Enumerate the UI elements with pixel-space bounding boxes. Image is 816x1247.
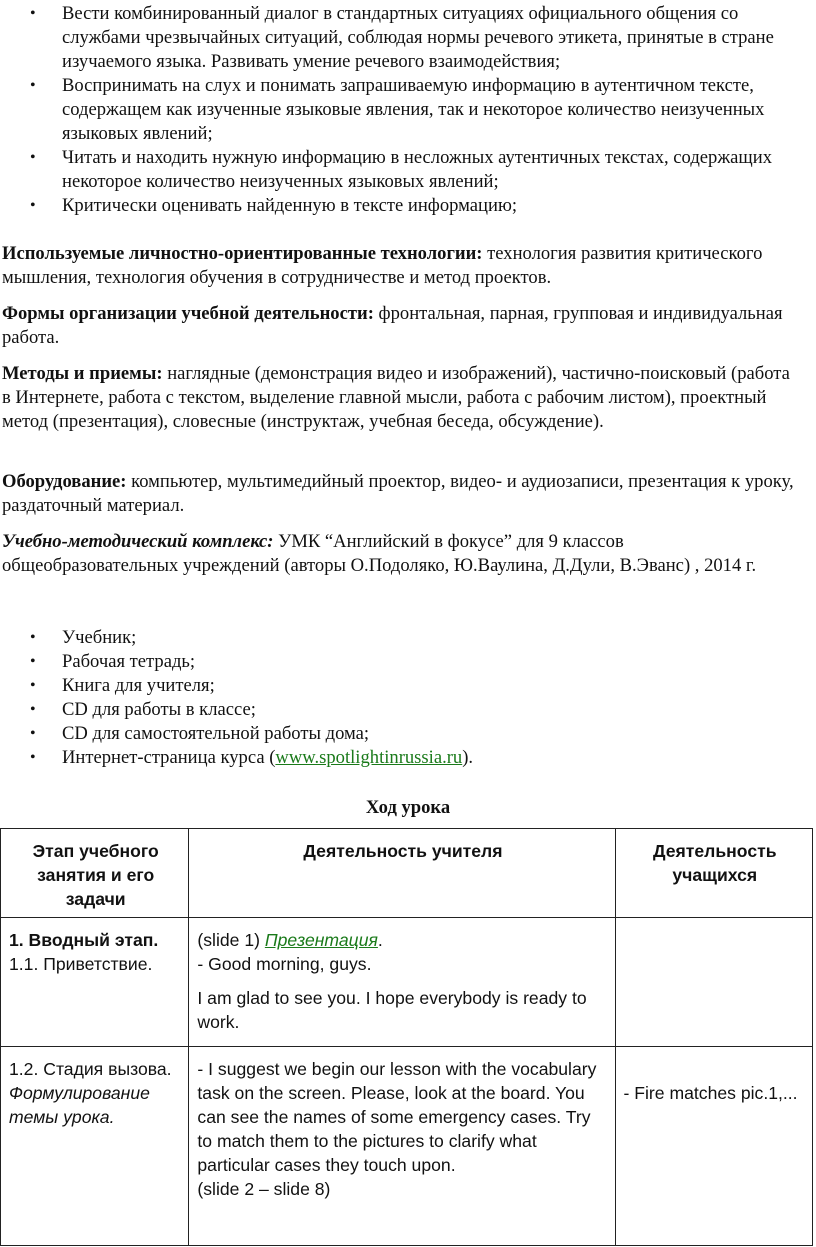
list-item: • Критически оценивать найденную в тексте информацию;: [0, 194, 816, 218]
column-header-teacher: Деятельность учителя: [189, 829, 615, 918]
umk-text: УМК “Английский в фокусе” для 9 классов общеобразовательных учреждений (авторы О.Подоляко, Ю.Ваулина, Д.Дули, В.Эванс) , 2014 г.: [2, 531, 757, 576]
list-item: • Воспринимать на слух и понимать запрашиваемую информацию в аутентичном тексте, содержащем как изученные языковые явления, так и некоторое количество неизученных языковых явлений;: [0, 74, 816, 146]
list-item: • Вести комбинированный диалог в стандартных ситуациях официального общения со службами чрезвычайных ситуаций, соблюдая нормы речевого этикета, принятые в стране изучаемого языка. Развивать умение речевого взаимодействия;: [0, 2, 816, 74]
stage-subtitle: 1.1. Приветствие.: [9, 954, 153, 974]
forms-label: Формы организации учебной деятельности:: [2, 303, 374, 324]
slide-prefix: (slide 1): [197, 930, 265, 950]
teacher-slides: (slide 2 – slide 8): [197, 1179, 331, 1199]
methods-text: наглядные (демонстрация видео и изображений), частично-поисковый (работа в Интернете, работа с текстом, выделение главной мысли, работа с рабочим листом), проектный метод (презентация), словесные (инструктаж, учебная беседа, обсуждение).: [2, 363, 790, 432]
umk-label: Учебно-методический комплекс:: [2, 531, 274, 552]
list-item: • CD для самостоятельной работы дома;: [0, 722, 816, 746]
column-header-students: Деятельность учащихся: [615, 829, 812, 918]
list-item: • Читать и находить нужную информацию в несложных аутентичных текстах, содержащих некоторое количество неизученных языковых явлений;: [0, 146, 816, 194]
column-header-stage: Этап учебного занятия и его задачи: [1, 829, 189, 918]
equipment-text: компьютер, мультимедийный проектор, видео- и аудиозаписи, презентация к уроку, раздаточный материал.: [2, 471, 794, 516]
stage-cell: [1, 1047, 189, 1246]
slide-line: [197, 928, 608, 952]
table-row: [1, 1047, 813, 1246]
stage-subtitle: Формулирование темы урока.: [9, 1083, 150, 1127]
teacher-cell: [189, 918, 615, 1047]
methods-label: Методы и приемы:: [2, 363, 163, 384]
teacher-line: - Good morning, guys.: [197, 954, 372, 974]
students-text: - Fire matches pic.1,...: [623, 1083, 798, 1103]
table-row: [1, 918, 813, 1047]
resources-list: [0, 626, 816, 770]
umk-paragraph: [2, 530, 802, 578]
list-item: [0, 746, 816, 770]
equipment-paragraph: [2, 470, 802, 518]
lesson-heading: Ход урока: [365, 797, 451, 818]
stage-title: 1.2. Стадия вызова.: [9, 1059, 172, 1079]
teacher-text: - I suggest we begin our lesson with the vocabulary task on the screen. Please, look at the board. You can see the names of some emergency cases. Try to match them to the pictures to clarify what particular cases they touch upon.: [197, 1059, 597, 1175]
equipment-label: Оборудование:: [2, 471, 127, 492]
technologies-label: Используемые личностно-ориентированные технологии:: [2, 243, 483, 264]
list-item: • Рабочая тетрадь;: [0, 650, 816, 674]
slide-suffix: .: [377, 930, 383, 950]
internet-prefix: Интернет-страница курса (: [62, 747, 276, 768]
stage-cell: [1, 918, 189, 1047]
list-item: • Книга для учителя;: [0, 674, 816, 698]
technologies-text: технология развития критического мышления, технология обучения в сотрудничестве и метод проектов.: [2, 243, 763, 288]
list-item: • CD для работы в классе;: [0, 698, 816, 722]
teacher-cell: [189, 1047, 615, 1246]
technologies-paragraph: [2, 242, 802, 290]
teacher-line: I am glad to see you. I hope everybody is ready to work.: [197, 988, 587, 1032]
table-header-row: [1, 829, 813, 918]
objectives-list: [0, 2, 816, 218]
course-website-link[interactable]: www.spotlightinrussia.ru: [275, 747, 463, 768]
forms-paragraph: [2, 302, 802, 350]
lesson-table: [0, 828, 813, 1246]
forms-text: фронтальная, парная, групповая и индивидуальная работа.: [2, 303, 783, 348]
stage-title: 1. Вводный этап.: [9, 930, 159, 950]
presentation-link[interactable]: Презентация: [264, 930, 378, 950]
methods-paragraph: [2, 362, 802, 434]
list-item: • Учебник;: [0, 626, 816, 650]
students-cell: [615, 1047, 812, 1246]
internet-suffix: ).: [462, 747, 474, 768]
students-cell: [615, 918, 812, 1047]
